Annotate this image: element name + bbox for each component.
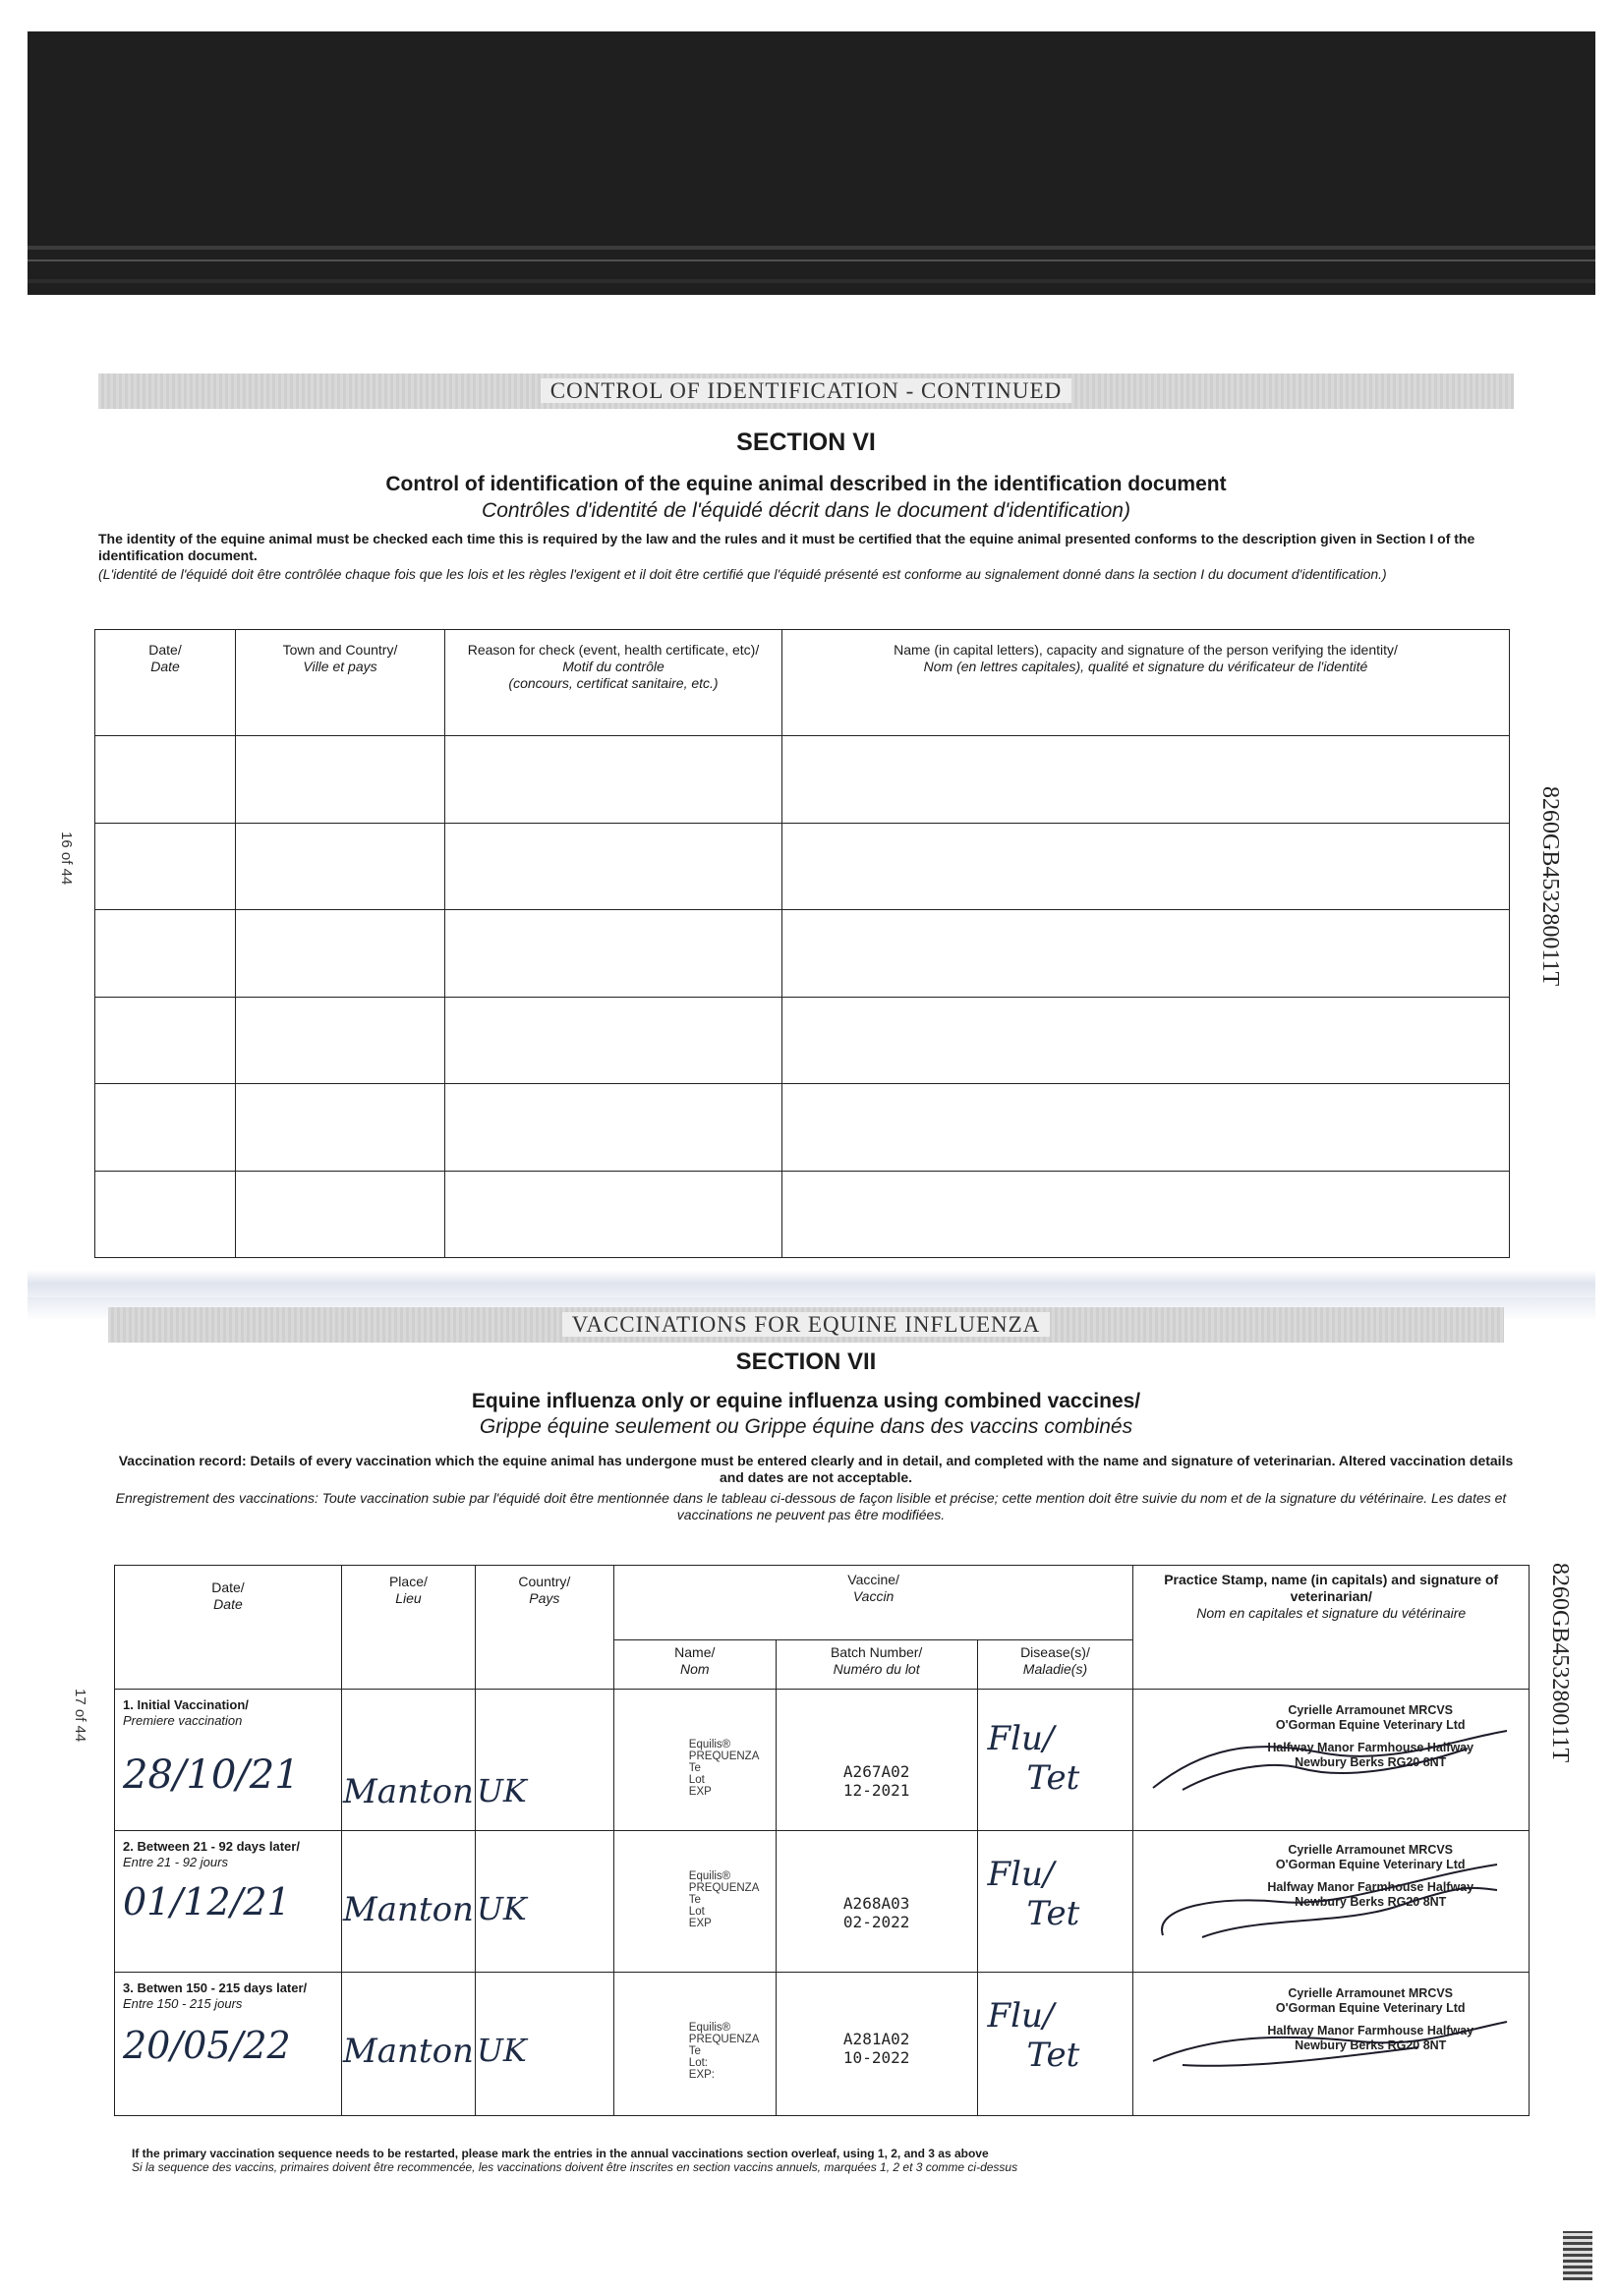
col-verifier-en: Name (in capital letters), capacity and signature of the person verifying the identity/: [894, 642, 1398, 658]
identity-check-row: [95, 997, 1510, 1084]
place-handwritten: Manton: [342, 1890, 474, 1929]
vacc-date-cell[interactable]: [115, 1690, 342, 1831]
disease-handwritten-2: Tet: [1026, 1894, 1080, 1933]
cell[interactable]: [236, 910, 445, 998]
col-batch-en: Batch Number/: [830, 1644, 923, 1660]
disease-handwritten-1: Flu/: [987, 1719, 1055, 1758]
col-disease-en: Disease(s)/: [1020, 1644, 1090, 1660]
col-reason-en: Reason for check (event, health certificate, etc)/: [467, 642, 760, 658]
country-handwritten: UK: [476, 1772, 527, 1809]
vaccination-row-3: [115, 1973, 1530, 2116]
col-verifier-fr: Nom (en lettres capitales), qualité et signature du vérificateur de l'identité: [923, 659, 1368, 674]
vaccine-name-cell[interactable]: [613, 1690, 776, 1831]
col-stamp-header: [1133, 1566, 1530, 1690]
side-id-number-upper: 8260GB453280011T: [1537, 786, 1563, 987]
lot-label: Lot:: [688, 2057, 708, 2069]
vaccine-product-label: Equilis® PREQUENZA Te: [688, 1870, 759, 1906]
row-label-fr: Entre 21 - 92 jours: [123, 1855, 228, 1869]
footnote-fr: Si la sequence des vaccins, primaires doivent être recommencée, les vaccinations doivent être inscrites en section vaccins annuels, marquées 1, 2 et 3 comme ci-dessus: [132, 2160, 1018, 2174]
batch-cell[interactable]: [776, 1973, 977, 2116]
cell[interactable]: [95, 1084, 236, 1172]
vet-stamp-cell[interactable]: [1133, 1690, 1530, 1831]
place-cell[interactable]: [341, 1690, 475, 1831]
col-country-fr: Pays: [529, 1590, 560, 1606]
vet-stamp-cell[interactable]: [1133, 1973, 1530, 2116]
disease-handwritten-2: Tet: [1026, 2036, 1080, 2075]
cell[interactable]: [95, 736, 236, 824]
vaccination-row-2: [115, 1831, 1530, 1973]
section-vii-heading-en: Equine influenza only or equine influenza using combined vaccines/: [471, 1390, 1141, 1412]
col-place-fr: Lieu: [395, 1590, 422, 1606]
vaccine-product-label: Equilis® PREQUENZA Te: [688, 1739, 759, 1774]
vaccination-record-fr: Enregistrement des vaccinations: Toute vaccination subie par l'équidé doit être mentionnée dans le tableau ci-dessous de façon lisible et précise; cette mention doit être suivie du nom et de la signature du vétérinaire. Les dates et vaccinations ne peuvent pas être modifiées.: [115, 1490, 1507, 1522]
cell[interactable]: [782, 997, 1510, 1084]
book-spine-shadow: [28, 1270, 1595, 1297]
country-handwritten: UK: [476, 2032, 527, 2069]
scan-dark-band: [28, 31, 1595, 297]
upper-banner: [98, 373, 1514, 409]
col-place-en: Place/: [388, 1574, 428, 1589]
vaccine-name-cell[interactable]: [613, 1831, 776, 1973]
cell[interactable]: [445, 1171, 782, 1258]
disease-handwritten-2: Tet: [1026, 1758, 1080, 1798]
upper-banner-text: CONTROL OF IDENTIFICATION - CONTINUED: [541, 378, 1071, 403]
vet-signature-icon: [1143, 1847, 1517, 1955]
disease-cell[interactable]: [977, 1831, 1133, 1973]
vet-signature-icon: [1143, 1709, 1517, 1808]
vet-stamp-address1: Halfway Manor Farmhouse Halfway: [1267, 1741, 1474, 1754]
lower-banner-text: VACCINATIONS FOR EQUINE INFLUENZA: [562, 1312, 1051, 1337]
identity-check-row: [95, 910, 1510, 998]
vet-stamp-address2: Newbury Berks RG20 8NT: [1295, 1895, 1447, 1909]
cell[interactable]: [95, 997, 236, 1084]
cell[interactable]: [782, 736, 1510, 824]
col-vacc-date-en: Date/: [211, 1579, 245, 1595]
batch-number: A268A03: [842, 1894, 910, 1913]
identity-check-header-row: [95, 630, 1510, 736]
col-date-header: [95, 630, 236, 736]
col-vacc-date-header: [115, 1566, 342, 1690]
col-disease-header: [977, 1640, 1133, 1690]
col-name-header: [613, 1640, 776, 1690]
place-handwritten: Manton: [342, 1772, 474, 1811]
page-number-lower: 17 of 44: [72, 1689, 88, 1743]
vet-stamp-address1: Halfway Manor Farmhouse Halfway: [1267, 1880, 1474, 1894]
col-town-fr: Ville et pays: [303, 659, 377, 674]
vaccination-row-1: [115, 1690, 1530, 1831]
country-cell[interactable]: [475, 1973, 613, 2116]
identity-check-row: [95, 1084, 1510, 1172]
cell[interactable]: [782, 1171, 1510, 1258]
vacc-date-cell[interactable]: [115, 1831, 342, 1973]
cell[interactable]: [95, 910, 236, 998]
section-vi-heading-en: Control of identification of the equine animal described in the identification document: [385, 473, 1227, 495]
batch-cell[interactable]: [776, 1690, 977, 1831]
col-batch-fr: Numéro du lot: [833, 1661, 920, 1677]
section-vi-intro-fr: (L'identité de l'équidé doit être contrôlée chaque fois que les lois et les règles l'exigent et il doit être certifié que l'équidé présenté est conforme au signalement donné dans la section I du document d'identification.): [98, 566, 1387, 582]
col-country-en: Country/: [518, 1574, 571, 1589]
col-town-header: [236, 630, 445, 736]
row-label-fr: Entre 150 - 215 jours: [123, 1996, 243, 2011]
cell[interactable]: [445, 736, 782, 824]
vet-stamp-address2: Newbury Berks RG20 8NT: [1295, 2038, 1447, 2052]
cell[interactable]: [236, 1171, 445, 1258]
col-batch-header: [776, 1640, 977, 1690]
footnote: [132, 2147, 1528, 2174]
place-handwritten: Manton: [342, 2032, 474, 2071]
cell[interactable]: [445, 1084, 782, 1172]
section-vii-title: SECTION VII: [735, 1349, 877, 1375]
disease-handwritten-1: Flu/: [987, 1996, 1055, 2036]
vacc-date-cell[interactable]: [115, 1973, 342, 2116]
lot-label: Lot: [688, 1906, 705, 1918]
vet-signature-icon: [1143, 1992, 1517, 2091]
col-town-en: Town and Country/: [282, 642, 398, 658]
col-vaccine-en: Vaccine/: [847, 1572, 899, 1587]
vet-stamp-name: Cyrielle Arramounet MRCVS: [1288, 1703, 1454, 1717]
col-stamp-fr: Nom en capitales et signature du vétérinaire: [1196, 1605, 1467, 1621]
section-vi-heading-fr: Contrôles d'identité de l'équidé décrit dans le document d'identification): [482, 499, 1130, 522]
country-handwritten: UK: [476, 1890, 527, 1927]
page-number-upper: 16 of 44: [58, 832, 75, 886]
col-date-en: Date/: [148, 642, 182, 658]
vaccination-header-row-1: [115, 1566, 1530, 1640]
identity-check-table: [94, 629, 1510, 1258]
col-stamp-en: Practice Stamp, name (in capitals) and signature of veterinarian/: [1164, 1572, 1499, 1604]
scan-edge-mark: [1563, 2231, 1592, 2280]
row-label-en: 3. Betwen 150 - 215 days later/: [123, 1980, 308, 1995]
col-disease-fr: Maladie(s): [1022, 1661, 1088, 1677]
vaccination-table: [114, 1565, 1530, 2116]
cell[interactable]: [445, 997, 782, 1084]
row-label-en: 2. Between 21 - 92 days later/: [123, 1839, 300, 1854]
vet-stamp-practice: O'Gorman Equine Veterinary Ltd: [1275, 2001, 1466, 2015]
col-date-fr: Date: [150, 659, 180, 674]
batch-cell[interactable]: [776, 1831, 977, 1973]
lot-label: Lot: [688, 1774, 705, 1786]
cell[interactable]: [95, 1171, 236, 1258]
exp-label: EXP: [688, 1786, 712, 1798]
vet-stamp-practice: O'Gorman Equine Veterinary Ltd: [1275, 1858, 1466, 1871]
col-reason-header: [445, 630, 782, 736]
batch-number: A281A02: [842, 2030, 910, 2048]
col-place-header: [341, 1566, 475, 1690]
vaccination-record-label: Vaccination record:: [118, 1453, 247, 1468]
batch-expiry: 12-2021: [842, 1781, 910, 1800]
row-label-en: 1. Initial Vaccination/: [123, 1697, 249, 1712]
batch-expiry: 02-2022: [842, 1913, 910, 1931]
disease-handwritten-1: Flu/: [987, 1855, 1055, 1894]
identity-check-row: [95, 1171, 1510, 1258]
identity-check-row: [95, 823, 1510, 910]
cell[interactable]: [236, 823, 445, 910]
batch-number: A267A02: [842, 1762, 910, 1781]
cell[interactable]: [236, 736, 445, 824]
vet-stamp-address2: Newbury Berks RG20 8NT: [1295, 1755, 1447, 1769]
country-cell[interactable]: [475, 1690, 613, 1831]
col-vacc-date-fr: Date: [213, 1596, 243, 1612]
disease-cell[interactable]: [977, 1690, 1133, 1831]
vet-stamp-name: Cyrielle Arramounet MRCVS: [1288, 1986, 1454, 2000]
country-cell[interactable]: [475, 1831, 613, 1973]
vaccination-record-en: [118, 1453, 1514, 1486]
col-reason-extra: (concours, certificat sanitaire, etc.): [508, 675, 719, 691]
vet-stamp-address1: Halfway Manor Farmhouse Halfway: [1267, 2024, 1474, 2038]
vacc-date-handwritten: 01/12/21: [123, 1880, 291, 1923]
exp-label: EXP: [688, 1918, 712, 1929]
col-verifier-header: [782, 630, 1510, 736]
section-vii-heading-fr: Grippe équine seulement ou Grippe équine dans des vaccins combinés: [479, 1415, 1133, 1438]
identity-check-row: [95, 736, 1510, 824]
vacc-date-handwritten: 20/05/22: [123, 2024, 291, 2067]
cell[interactable]: [445, 910, 782, 998]
cell[interactable]: [782, 823, 1510, 910]
cell[interactable]: [236, 997, 445, 1084]
cell[interactable]: [95, 823, 236, 910]
col-name-fr: Nom: [680, 1661, 710, 1677]
vaccine-product-label: Equilis® PREQUENZA Te: [688, 2022, 759, 2057]
lower-banner: [108, 1307, 1504, 1343]
vet-stamp-cell[interactable]: [1133, 1831, 1530, 1973]
vacc-date-handwritten: 28/10/21: [123, 1752, 300, 1798]
col-vaccine-header: [613, 1566, 1133, 1640]
footnote-en: If the primary vaccination sequence needs to be restarted, please mark the entries in the annual vaccinations section overleaf, using 1, 2, and 3 as above: [132, 2147, 989, 2160]
cell[interactable]: [236, 1084, 445, 1172]
vet-stamp-name: Cyrielle Arramounet MRCVS: [1288, 1843, 1454, 1857]
section-vi-title: SECTION VI: [736, 429, 876, 456]
section-vi-intro-en: The identity of the equine animal must be checked each time this is required by the law and the rules and it must be certified that the equine animal presented conforms to the description given in Section I of the identification document.: [98, 531, 1475, 563]
place-cell[interactable]: [341, 1973, 475, 2116]
row-label-fr: Premiere vaccination: [123, 1713, 243, 1728]
cell[interactable]: [445, 823, 782, 910]
place-cell[interactable]: [341, 1831, 475, 1973]
col-vaccine-fr: Vaccin: [852, 1588, 895, 1604]
col-name-en: Name/: [674, 1644, 716, 1660]
col-reason-fr: Motif du contrôle: [562, 659, 664, 674]
exp-label: EXP:: [688, 2069, 716, 2081]
vaccine-name-cell[interactable]: [613, 1973, 776, 2116]
side-id-number-lower: 8260GB453280011T: [1547, 1563, 1573, 1763]
vet-stamp-practice: O'Gorman Equine Veterinary Ltd: [1275, 1718, 1466, 1732]
col-country-header: [475, 1566, 613, 1690]
cell[interactable]: [782, 1084, 1510, 1172]
vaccination-record-text: Details of every vaccination which the equine animal has undergone must be entered clearly and in detail, and completed with the name and signature of veterinarian. Altered vaccination details and dates are not acceptable.: [250, 1453, 1514, 1485]
batch-expiry: 10-2022: [842, 2048, 910, 2067]
disease-cell[interactable]: [977, 1973, 1133, 2116]
cell[interactable]: [782, 910, 1510, 998]
